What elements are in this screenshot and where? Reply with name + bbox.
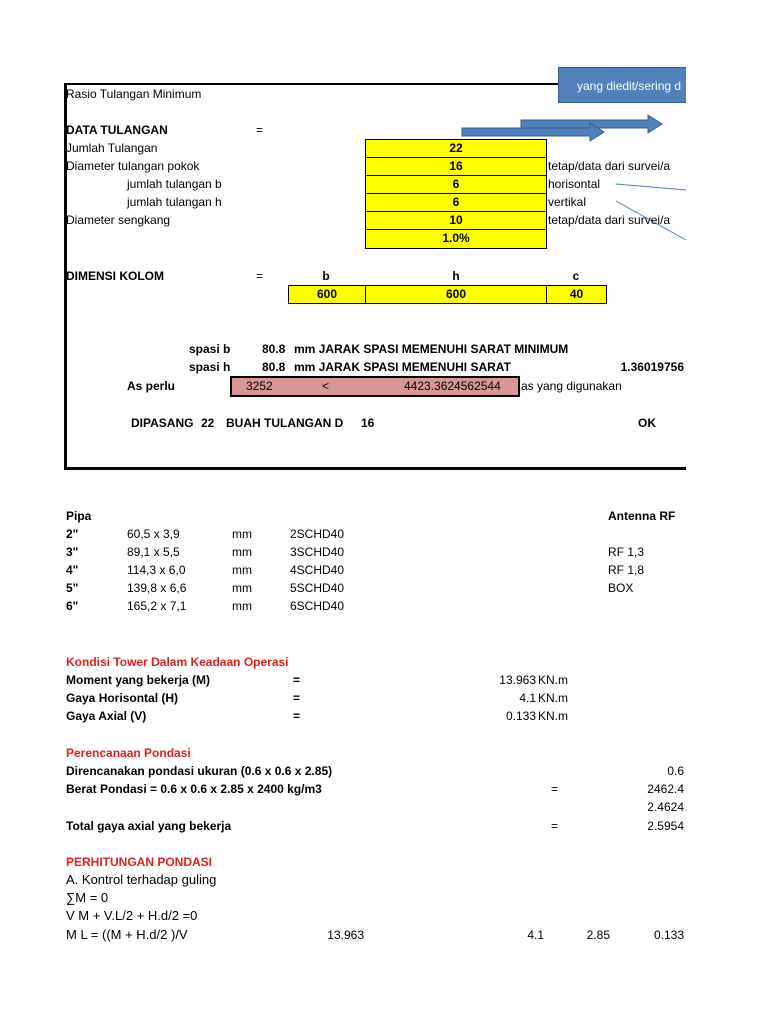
perhitungan-l3: V M + V.L/2 + H.d/2 =0 bbox=[66, 908, 198, 923]
perencanaan-line1-value: 0.6 bbox=[667, 764, 684, 778]
cell-ratio[interactable]: 1.0% bbox=[365, 229, 547, 249]
as-perlu-note: as yang digunakan bbox=[521, 379, 622, 393]
data-tulangan-label: DATA TULANGAN bbox=[66, 123, 168, 137]
title: Rasio Tulangan Minimum bbox=[66, 87, 202, 101]
cell-dim-c[interactable]: 40 bbox=[546, 285, 607, 304]
pipa-unit: mm bbox=[232, 527, 252, 541]
cell-jumlah-b[interactable]: 6 bbox=[365, 175, 547, 194]
dipasang-w2: 22 bbox=[201, 416, 215, 430]
dipasang-w1: DIPASANG bbox=[131, 416, 194, 430]
pipa-header: Pipa bbox=[66, 509, 92, 523]
dimensi-eq: = bbox=[256, 269, 264, 283]
kondisi-unit: KN.m bbox=[538, 673, 568, 687]
row-label-diameter-sengkang: Diameter sengkang bbox=[66, 213, 171, 227]
perencanaan-line2-eq: = bbox=[551, 782, 559, 796]
as-perlu-label: As perlu bbox=[127, 379, 176, 393]
kondisi-title: Kondisi Tower Dalam Keadaan Operasi bbox=[66, 655, 289, 669]
perencanaan-line4-value: 2.5954 bbox=[647, 819, 684, 833]
kondisi-unit: KN.m bbox=[538, 691, 568, 705]
cell-dim-b[interactable]: 600 bbox=[288, 285, 366, 304]
kondisi-eq: = bbox=[293, 691, 301, 705]
dim-header-b: b bbox=[322, 269, 330, 283]
kondisi-value-axial: 0.133 bbox=[505, 709, 536, 723]
perencanaan-line2: Berat Pondasi = 0.6 x 0.6 x 2.85 x 2400 kg/m3 bbox=[66, 782, 322, 796]
perhitungan-title: PERHITUNGAN PONDASI bbox=[66, 855, 213, 869]
kondisi-label-axial: Gaya Axial (V) bbox=[66, 709, 147, 723]
spasi-b-value: 80.8 bbox=[262, 342, 286, 356]
pipa-dim: 60,5 x 3,9 bbox=[127, 527, 180, 541]
pipa-size: 3" bbox=[66, 545, 79, 559]
pipa-sch: 3SCHD40 bbox=[290, 545, 345, 559]
kondisi-value-moment: 13.963 bbox=[499, 673, 536, 687]
perencanaan-line4-eq: = bbox=[551, 819, 559, 833]
perhitungan-v3: 2.85 bbox=[586, 928, 610, 942]
cell-jumlah-h[interactable]: 6 bbox=[365, 193, 547, 212]
spasi-b-text: mm JARAK SPASI MEMENUHI SARAT MINIMUM bbox=[294, 342, 569, 356]
as-perlu-op: < bbox=[322, 379, 330, 393]
cell-diameter-sengkang[interactable]: 10 bbox=[365, 211, 547, 230]
pipa-size: 5" bbox=[66, 581, 79, 595]
dim-header-c: c bbox=[572, 269, 580, 283]
pipa-antenna: BOX bbox=[608, 581, 634, 595]
perhitungan-l4: M L = ((M + H.d/2 )/V bbox=[66, 927, 188, 942]
pipa-sch: 4SCHD40 bbox=[290, 563, 345, 577]
pipa-dim: 165,2 x 7,1 bbox=[127, 599, 187, 613]
pipa-antenna: RF 1,8 bbox=[608, 563, 645, 577]
cell-diameter-pokok[interactable]: 16 bbox=[365, 157, 547, 176]
pipa-size: 4" bbox=[66, 563, 79, 577]
dipasang-ok: OK bbox=[638, 416, 656, 430]
callout-text: yang diedit/sering d bbox=[577, 79, 682, 93]
pipa-dim: 139,8 x 6,6 bbox=[127, 581, 187, 595]
pipa-size: 6" bbox=[66, 599, 79, 613]
pipa-dim: 89,1 x 5,5 bbox=[127, 545, 180, 559]
kondisi-value-horisontal: 4.1 bbox=[519, 691, 536, 705]
pipa-sch: 2SCHD40 bbox=[290, 527, 345, 541]
perencanaan-title: Perencanaan Pondasi bbox=[66, 746, 191, 760]
pipa-unit: mm bbox=[232, 581, 252, 595]
spasi-b-label: spasi b bbox=[189, 342, 231, 356]
spasi-h-label: spasi h bbox=[189, 360, 231, 374]
spasi-h-value: 80.8 bbox=[262, 360, 286, 374]
data-tulangan-eq: = bbox=[256, 123, 264, 137]
pipa-sch: 6SCHD40 bbox=[290, 599, 345, 613]
clip-mask bbox=[686, 0, 768, 1024]
kondisi-eq: = bbox=[293, 673, 301, 687]
row-label-jumlah-b: jumlah tulangan b bbox=[127, 177, 222, 191]
note-vertikal: vertikal bbox=[548, 195, 587, 209]
perhitungan-l1: A. Kontrol terhadap guling bbox=[66, 872, 217, 887]
pipa-dim: 114,3 x 6,0 bbox=[127, 563, 186, 577]
kondisi-label-horisontal: Gaya Horisontal (H) bbox=[66, 691, 179, 705]
pipa-unit: mm bbox=[232, 563, 252, 577]
row-label-jumlah-h: jumlah tulangan h bbox=[127, 195, 222, 209]
note-pokok: tetap/data dari survei/a bbox=[548, 159, 671, 173]
antenna-header: Antenna RF bbox=[608, 509, 676, 523]
perencanaan-line2-value: 2462.4 bbox=[647, 782, 684, 796]
perencanaan-line3-value: 2.4624 bbox=[647, 800, 684, 814]
perhitungan-v1: 13.963 bbox=[327, 928, 364, 942]
kondisi-eq: = bbox=[293, 709, 301, 723]
kondisi-label-moment: Moment yang bekerja (M) bbox=[66, 673, 211, 687]
row-label-jumlah: Jumlah Tulangan bbox=[66, 141, 158, 155]
kondisi-unit: KN.m bbox=[538, 709, 568, 723]
leader-line-1 bbox=[616, 184, 686, 190]
dipasang-w3: BUAH TULANGAN D bbox=[226, 416, 344, 430]
as-perlu-left: 3252 bbox=[246, 379, 273, 393]
as-perlu-right: 4423.3624562544 bbox=[404, 379, 501, 393]
row-label-diameter-pokok: Diameter tulangan pokok bbox=[66, 159, 200, 173]
pipa-unit: mm bbox=[232, 545, 252, 559]
pipa-antenna: RF 1,3 bbox=[608, 545, 645, 559]
cell-dim-h[interactable]: 600 bbox=[365, 285, 547, 304]
perhitungan-l2: ∑M = 0 bbox=[66, 890, 109, 905]
dipasang-w4: 16 bbox=[361, 416, 375, 430]
cell-jumlah[interactable]: 22 bbox=[365, 139, 547, 158]
perencanaan-line4: Total gaya axial yang bekerja bbox=[66, 819, 232, 833]
note-sengkang: tetap/data dari survei/a bbox=[548, 213, 671, 227]
dim-header-h: h bbox=[452, 269, 460, 283]
pipa-unit: mm bbox=[232, 599, 252, 613]
note-horisontal: horisontal bbox=[548, 177, 601, 191]
perencanaan-line1: Direncanakan pondasi ukuran (0.6 x 0.6 x 2.85) bbox=[66, 764, 333, 778]
pipa-size: 2" bbox=[66, 527, 79, 541]
spasi-h-text: mm JARAK SPASI MEMENUHI SARAT bbox=[294, 360, 511, 374]
spasi-h-right: 1.36019756 bbox=[620, 360, 684, 374]
perhitungan-v2: 4.1 bbox=[527, 928, 544, 942]
perhitungan-v4: 0.133 bbox=[653, 928, 684, 942]
pipa-sch: 5SCHD40 bbox=[290, 581, 345, 595]
dimensi-label: DIMENSI KOLOM bbox=[66, 269, 164, 283]
